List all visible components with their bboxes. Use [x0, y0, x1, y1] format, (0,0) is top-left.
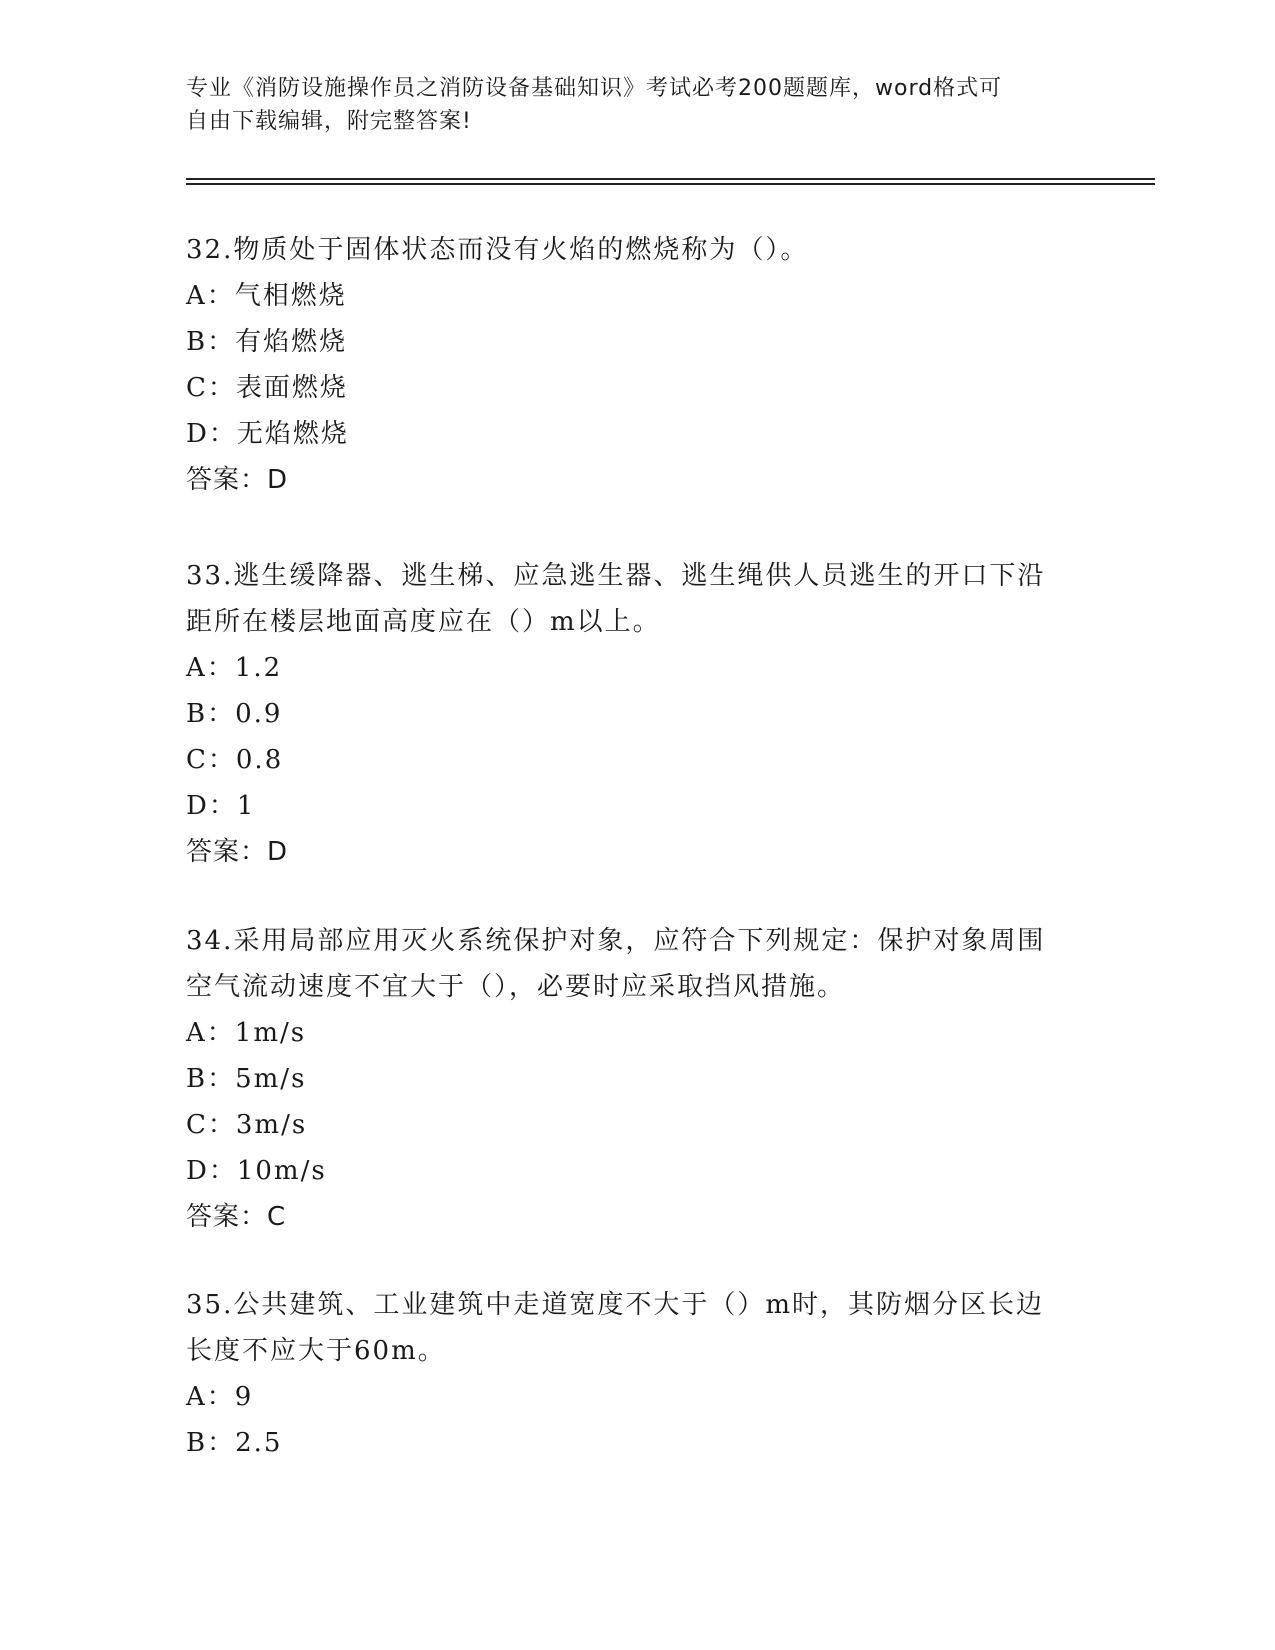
question-stem: 32.物质处于固体状态而没有火焰的燃烧称为（）。: [186, 235, 809, 265]
answer: 答案：C: [186, 1202, 287, 1232]
question-35: [186, 1282, 1076, 1466]
option-a: A：9: [186, 1382, 254, 1412]
question-stem-line-2: 空气流动速度不宜大于（），必要时应采取挡风措施。: [186, 972, 846, 1002]
question-32: [186, 227, 1076, 503]
option-a: A：气相燃烧: [186, 281, 347, 311]
answer: 答案：D: [186, 465, 289, 495]
option-b: B：2.5: [186, 1428, 283, 1458]
option-b: B：5m/s: [186, 1064, 307, 1094]
document-header: [186, 72, 1076, 138]
header-divider-bottom: [186, 183, 1155, 185]
option-c: C：3m/s: [186, 1110, 308, 1140]
question-33: [186, 553, 1076, 875]
option-b: B：有焰燃烧: [186, 327, 348, 357]
option-c: C：0.8: [186, 745, 284, 775]
option-d: D：1: [186, 791, 256, 821]
question-stem-line-1: 33.逃生缓降器、逃生梯、应急逃生器、逃生绳供人员逃生的开口下沿: [186, 561, 1046, 591]
option-d: D：无焰燃烧: [186, 419, 349, 449]
question-34: [186, 918, 1076, 1240]
header-divider-top: [186, 178, 1155, 180]
header-line-2: 自由下载编辑，附完整答案!: [186, 109, 472, 134]
header-line-1: 专业《消防设施操作员之消防设备基础知识》考试必考200题题库，word格式可: [186, 76, 1003, 101]
question-stem-line-2: 距所在楼层地面高度应在（）m以上。: [186, 607, 661, 637]
question-stem-line-1: 35.公共建筑、工业建筑中走道宽度不大于（）m时，其防烟分区长边: [186, 1290, 1045, 1320]
option-a: A：1m/s: [186, 1018, 307, 1048]
question-stem-line-2: 长度不应大于60m。: [186, 1336, 446, 1366]
answer: 答案：D: [186, 837, 289, 867]
option-b: B：0.9: [186, 699, 283, 729]
option-c: C：表面燃烧: [186, 373, 348, 403]
option-a: A：1.2: [186, 653, 283, 683]
question-stem-line-1: 34.采用局部应用灭火系统保护对象，应符合下列规定：保护对象周围: [186, 926, 1046, 956]
option-d: D：10m/s: [186, 1156, 327, 1186]
